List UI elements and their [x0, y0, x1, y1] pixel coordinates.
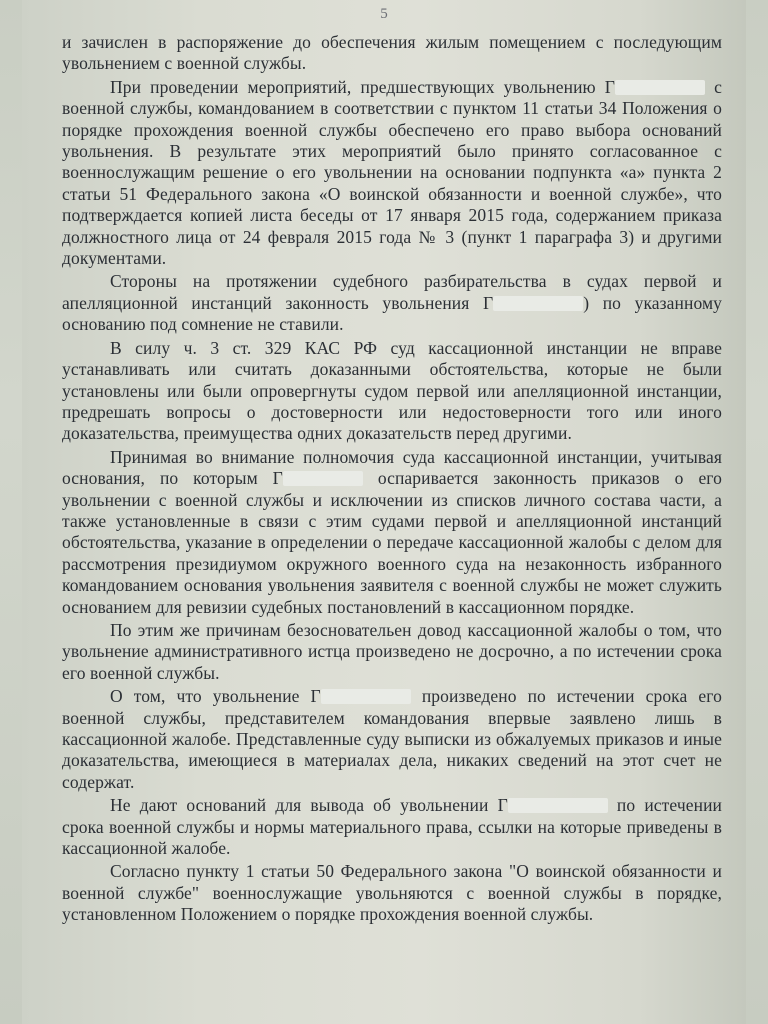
paragraph-text: произведено по истечении срока его военной службы, представителем командования впервые заявлено лишь в кассационной жалобе. Представленные суду выписки из обжалуемых приказов и иные доказательства, имеющиеся в материалах дела, никаких сведений на этот счет не содержат.	[62, 686, 722, 792]
paragraph-8	[62, 795, 722, 859]
redacted-name	[283, 471, 363, 486]
paragraph-3	[62, 271, 722, 335]
paragraph-text: по истечении срока военной службы и нормы материального права, ссылки на которые приведены в кассационной жалобе.	[62, 795, 723, 859]
paragraph-5	[62, 447, 722, 618]
redacted-name	[493, 296, 583, 311]
document-body	[62, 32, 722, 928]
paragraph-4	[62, 338, 722, 445]
paragraph-text: ) по указанному основанию под сомнение не ставили.	[62, 292, 722, 335]
paragraph-text: Принимая во внимание полномочия суда кассационной инстанции, учитывая основания, по которым Г	[62, 446, 722, 489]
paragraph-text: и зачислен в распоряжение до обеспечения жилым помещением с последующим увольнением с военной службы.	[62, 32, 722, 74]
paragraph-7	[62, 686, 722, 793]
paragraph-text: Стороны на протяжении судебного разбирательства в судах первой и апелляционной инстанций законность увольнения Г	[62, 271, 722, 313]
document-page	[22, 0, 746, 1024]
paragraph-text: При проведении мероприятий, предшествующих увольнению Г	[110, 76, 616, 97]
paragraph-text: оспаривается законность приказов о его увольнении с военной службы и исключении из списков личного состава части, а также установленные в связи с этим судами первой и апелляционной инстанций обстоятельства, указание в определении о передаче кассационной жалобы с делом для рассмотрения президиумом окружного военного суда на незаконность избранного командованием основания увольнения заявителя с военной службы не может служить основанием для ревизии судебных постановлений в кассационном порядке.	[62, 468, 722, 617]
paragraph-2	[62, 77, 722, 270]
paragraph-text: В силу ч. 3 ст. 329 КАС РФ суд кассационной инстанции не вправе устанавливать или считать доказанными обстоятельства, которые не были установлены или были опровергнуты судом первой или апелляционной инстанции, предрешать вопросы о достоверности или недостоверности того или иного доказательства, преимущества одних доказательств перед другими.	[62, 337, 722, 444]
paragraph-text: О том, что увольнение Г	[110, 686, 321, 707]
paragraph-text: Не дают оснований для вывода об увольнении Г	[110, 795, 508, 816]
paragraph-text: с военной службы, командованием в соответствии с пунктом 11 статьи 34 Положения о порядке прохождения военной службы обеспечено его право выбора оснований увольнения. В результате этих мероприятий было принято согласованное с военнослужащим решение о его увольнении на основании подпункта «а» пункта 2 статьи 51 Федерального закона «О воинской обязанности и военной службе», что подтверждается копией листа беседы от 17 января 2015 года, содержанием приказа должностного лица от 24 февраля 2015 года № 3 (пункт 1 параграфа 3) и другими документами.	[62, 76, 722, 269]
paragraph-6	[62, 620, 722, 684]
redacted-name	[321, 689, 411, 704]
page-number: 5	[380, 6, 388, 22]
paragraph-text: По этим же причинам безосновательен довод кассационной жалобы о том, что увольнение административного истца произведено не досрочно, а по истечении срока его военной службы.	[62, 619, 722, 683]
paragraph-text: Согласно пункту 1 статьи 50 Федерального закона "О воинской обязанности и военной службе" военнослужащие увольняются с военной службы в порядке, установленном Положением о порядке прохождения военной службы.	[62, 861, 722, 925]
redacted-name	[508, 798, 608, 813]
paragraph-1	[62, 32, 722, 75]
redacted-name	[615, 80, 705, 95]
paragraph-9	[62, 861, 722, 925]
